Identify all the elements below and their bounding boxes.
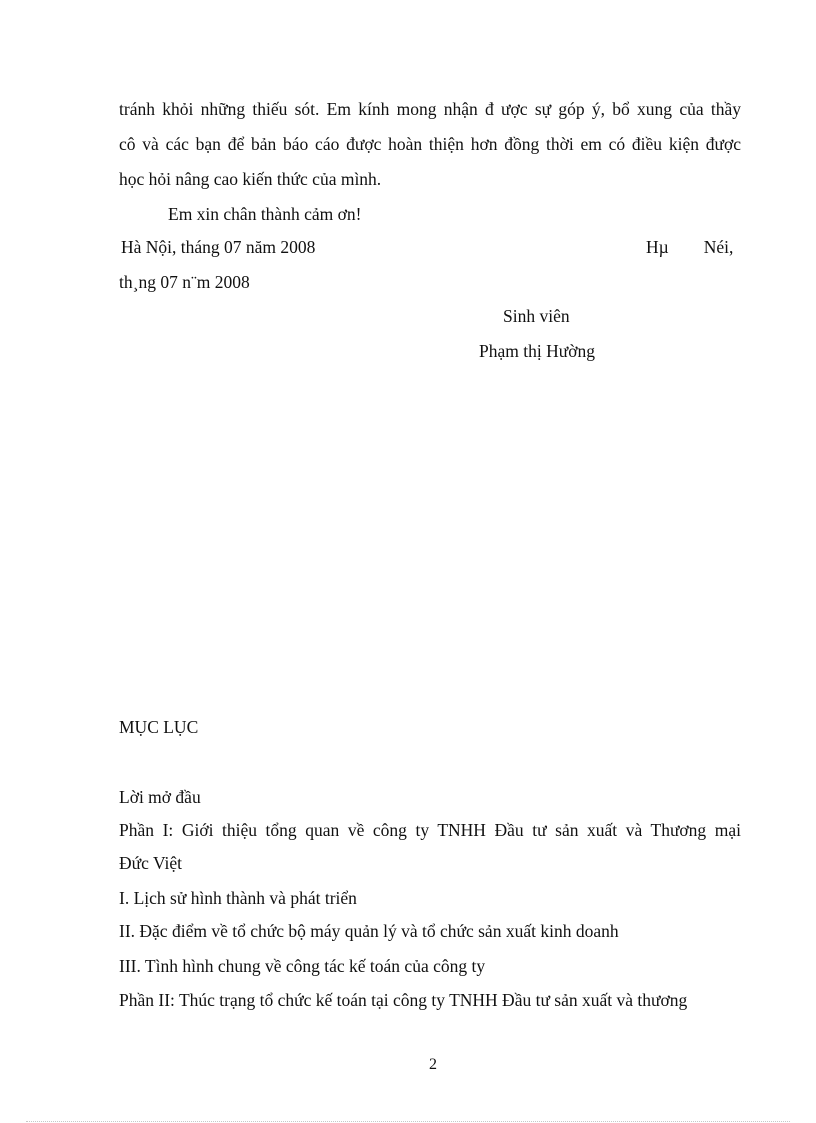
signer-title: Sinh viên [503,306,570,326]
garbled-date: th¸ng 07 n¨m 2008 [119,272,250,292]
toc-item: II. Đặc điểm về tổ chức bộ máy quản lý và tổ chức sản xuất kinh doanh [119,921,619,941]
page-number: 2 [429,1056,437,1073]
toc-item: I. Lịch sử hình thành và phát triển [119,888,357,908]
toc-heading: MỤC LỤC [119,717,199,737]
toc-item: Phần II: Thúc trạng tổ chức kế toán tại công ty TNHH Đầu tư sản xuất và thương [119,990,688,1010]
toc-item: Phần I: Giới thiệu tổng quan về công ty TNHH Đầu tư sản xuất và Thương mại [119,820,741,840]
paragraph-line-2: cô và các bạn để bản báo cáo được hoàn thiện hơn đồng thời em có điều kiện được [119,134,741,154]
signer-name: Phạm thị Hường [479,341,595,361]
date-line: Hà Nội, tháng 07 năm 2008 [121,237,316,257]
paragraph-line-1: tránh khỏi những thiếu sót. Em kính mong nhận đ ược sự góp ý, bổ xung của thầy [119,99,741,119]
page-bottom-divider [26,1121,790,1122]
toc-item: III. Tình hình chung về công tác kế toán của công ty [119,956,486,976]
thanks-line: Em xin chân thành cảm ơn! [168,204,362,224]
toc-item: Lời mở đầu [119,787,201,807]
garbled-place: Hµ Néi, [646,237,734,257]
paragraph-line-3: học hỏi nâng cao kiến thức của mình. [119,169,382,189]
toc-item: Đức Việt [119,853,183,873]
